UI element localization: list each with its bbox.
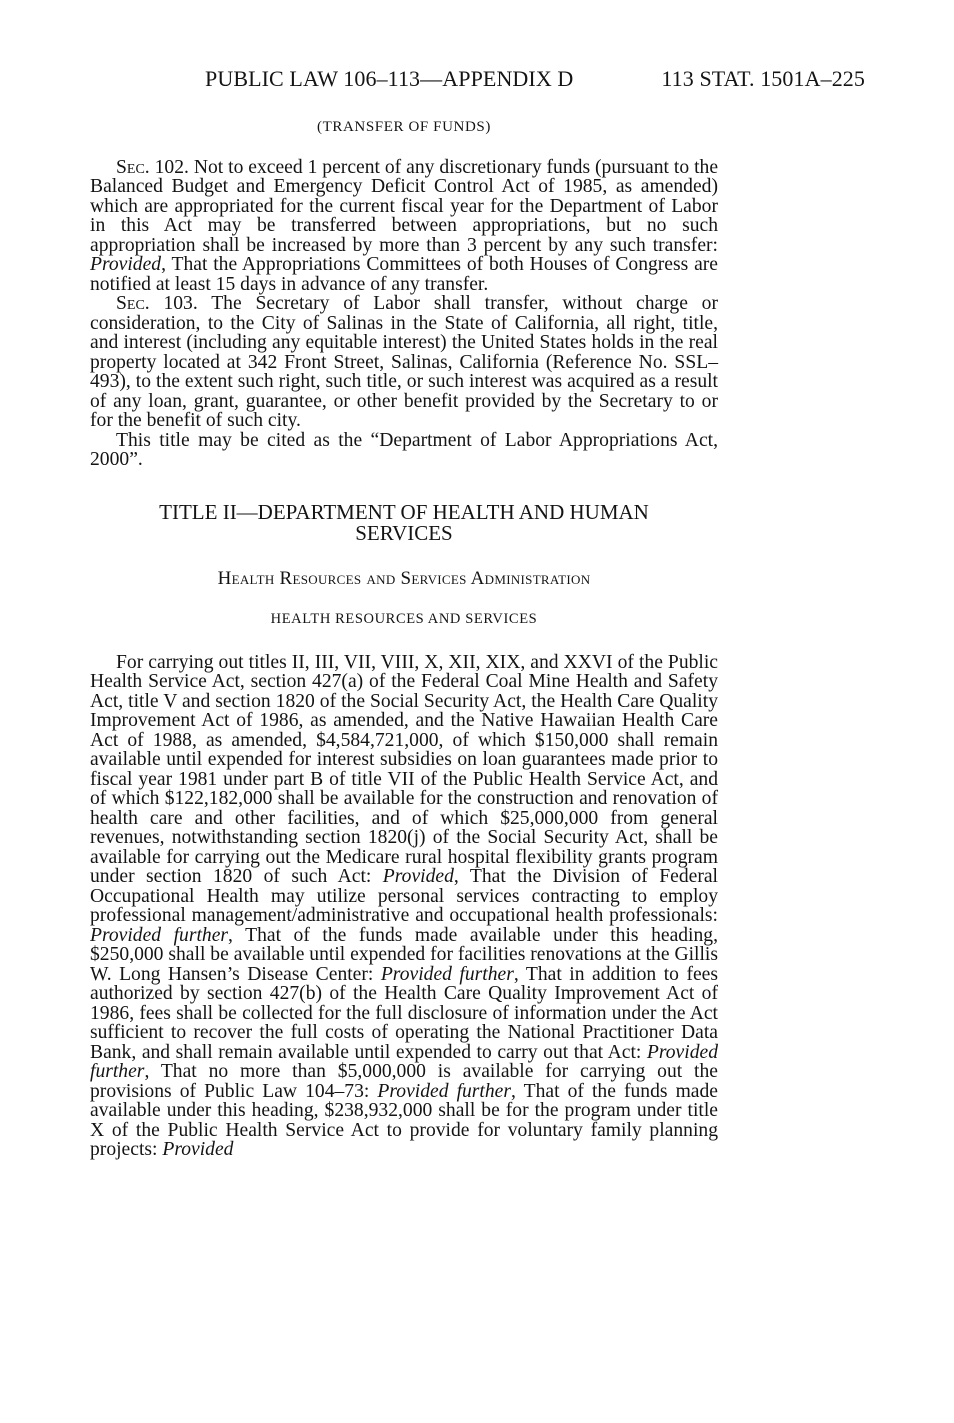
- hrsa-text-3: , That of the funds made available under this heading, $250,000 shall be available until expended for facilities renovations at the Gillis W. Long Hansen’s Disease Center:: [90, 924, 718, 985]
- agency-heading: Health Resources and Services Administration: [217, 567, 591, 589]
- hrsa-text-6: , That of the funds made available under this heading, $238,932,000 shall be for the program under title X of the Public Health Service Act to provide for voluntary family planning projects:: [90, 1080, 718, 1160]
- section-102-text: Not to exceed 1 percent of any discretionary funds (pursuant to the Balanced Budget and Emergency Deficit Control Act of 1985, as amended) which are appropriated for the current fiscal year for the Department of Labor in this Act may be transferred between appropriations, but no such appropriation shall be increased by more than 3 percent by any such transfer:: [90, 156, 719, 256]
- hrsa-text-2: , That the Division of Federal Occupational Health may utilize personal services contracting to employ professional management/administrative and occupational health professionals:: [90, 866, 718, 926]
- title-ii-heading: [90, 499, 718, 545]
- section-103-label: Sec. 103.: [116, 293, 198, 314]
- header-law-citation: PUBLIC LAW 106–113—APPENDIX D: [205, 66, 574, 91]
- header-statute-page: 113 STAT. 1501A–225: [661, 66, 865, 91]
- section-103-text: The Secretary of Labor shall transfer, without charge or consideration, to the City of Salinas in the State of California, all right, title, and interest (including any equitable interest) the United States holds in the real property located at 342 Front Street, Salinas, California (Reference No. SSL–493), to the extent such right, such title, or such interest was acquired as a result of any loan, grant, guarantee, or other benefit provided by the Secretary to or for the benefit of such city.: [90, 293, 719, 431]
- hrsa-proviso-4: Provided further: [90, 1041, 718, 1082]
- account-heading: HEALTH RESOURCES AND SERVICES: [270, 611, 538, 627]
- hrsa-proviso-1: Provided: [382, 866, 454, 887]
- section-103: [90, 294, 718, 431]
- hrsa-appropriation-paragraph: [90, 653, 718, 1160]
- page-body: [90, 118, 718, 1160]
- section-102-text-end: , That the Appropriations Committees of both Houses of Congress are notified at least 15 days in advance of any transfer.: [90, 254, 718, 295]
- title-ii-line-1: TITLE II—DEPARTMENT OF HEALTH AND HUMAN: [159, 499, 649, 524]
- section-102-proviso: Provided: [90, 254, 162, 275]
- hrsa-proviso-2: Provided further: [90, 924, 229, 946]
- section-102-label: Sec. 102.: [116, 156, 189, 178]
- hrsa-text-5: , That no more than $5,000,000 is available for carrying out the provisions of Public Law 104–73:: [90, 1061, 718, 1102]
- transfer-of-funds-heading: (TRANSFER OF FUNDS): [317, 119, 491, 135]
- section-102: [90, 158, 718, 295]
- short-title-citation: This title may be cited as the “Department of Labor Appropriations Act, 2000”.: [90, 429, 718, 470]
- title-ii-line-2: SERVICES: [355, 520, 453, 545]
- hrsa-proviso-3: Provided further: [380, 963, 514, 985]
- hrsa-text-1: For carrying out titles II, III, VII, VIII, X, XII, XIX, and XXVI of the Public Health Service Act, section 427(a) of the Federal Coal Mine Health and Safety Act, title V and section 1820 of the Social Security Act, the Health Care Quality Improvement Act of 1986, as amended, and the Native Hawaiian Health Care Act of 1988, as amended, $4,584,721,000, of which $150,000 shall remain available until expended for interest subsidies on loan guarantees made prior to fiscal year 1981 under part B of title VII of the Public Health Service Act, and of which $122,182,000 shall be available for the construction and renovation of health care and other facilities, and of which $25,000,000 from general revenues, notwithstanding section 1820(j) of the Social Security Act, shall be available for carrying out the Medicare rural hospital flexibility grants program under section 1820 of such Act:: [90, 651, 718, 887]
- hrsa-text-4: , That in addition to fees authorized by section 427(b) of the Health Care Quality Improvement Act of 1986, fees shall be collected for the full disclosure of information under the Act sufficient to recover the full costs of operating the National Practitioner Data Bank, and shall remain available until expended to carry out that Act:: [90, 963, 718, 1063]
- hrsa-proviso-6: Provided: [162, 1139, 234, 1160]
- hrsa-proviso-5: Provided further: [377, 1080, 511, 1102]
